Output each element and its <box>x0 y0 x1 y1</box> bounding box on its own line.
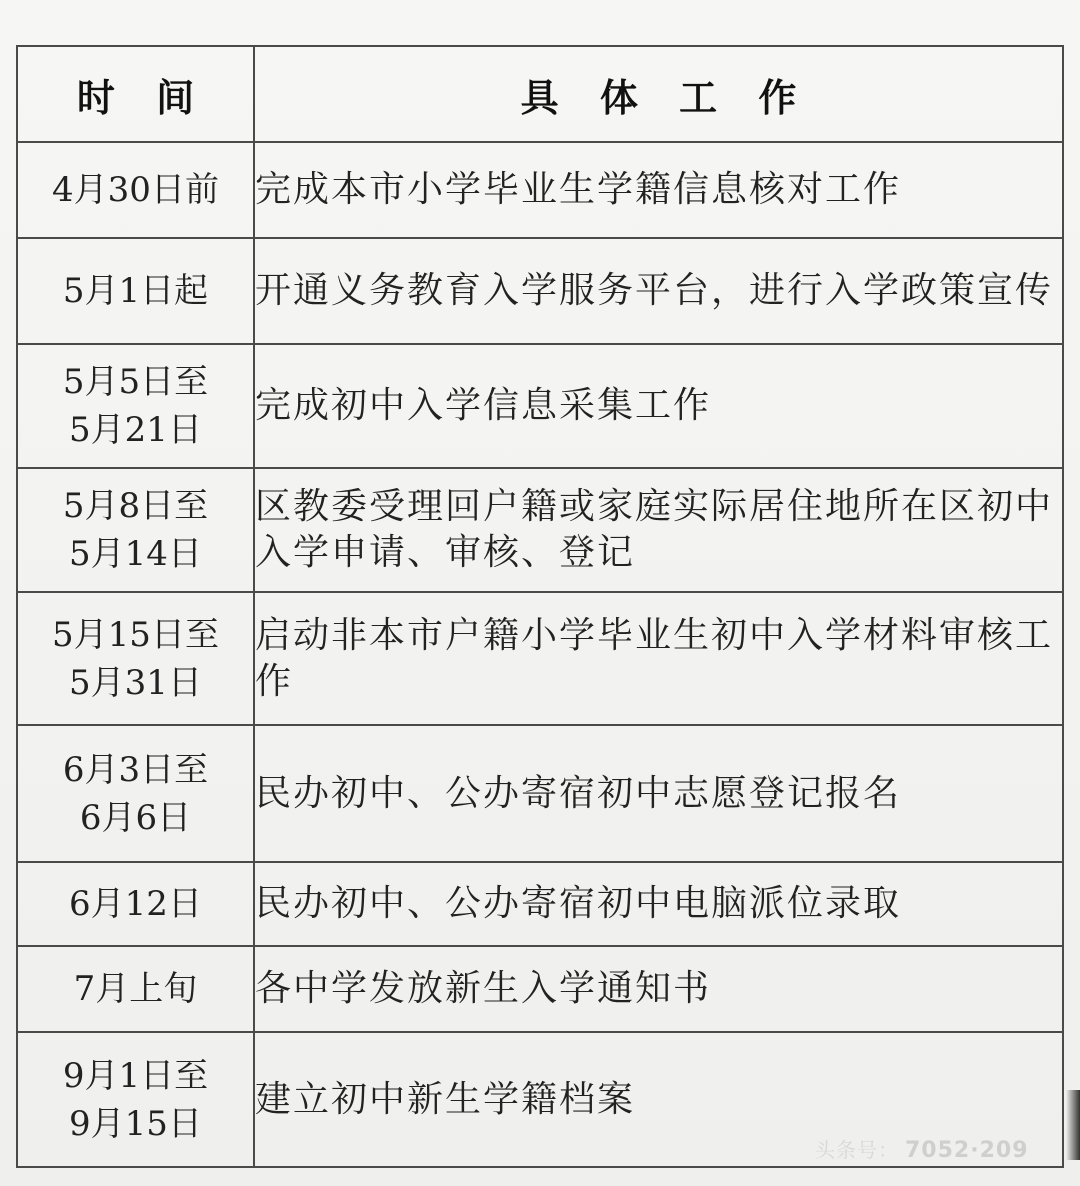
time-line: 5月14日 <box>69 534 202 574</box>
time-cell <box>17 946 254 1032</box>
header-time: 时 间 <box>17 46 254 142</box>
time-line: 5月15日至 <box>52 614 219 655</box>
time-line: 6月3日至 <box>62 749 209 790</box>
time-cell <box>17 1032 254 1167</box>
time-line: 5月5日至 <box>62 362 209 402</box>
time-line: 5月1日起 <box>62 271 209 311</box>
time-line: 4月30日前 <box>52 170 219 210</box>
work-cell: 建立初中新生学籍档案 <box>254 1032 1063 1167</box>
time-cell <box>17 862 254 946</box>
time-cell <box>17 592 254 725</box>
work-cell: 民办初中、公办寄宿初中志愿登记报名 <box>254 725 1063 862</box>
header-work: 具 体 工 作 <box>254 46 1063 142</box>
time-line: 9月1日至 <box>62 1055 209 1096</box>
table-row <box>17 862 1063 946</box>
time-line: 9月15日 <box>69 1103 202 1144</box>
time-line: 7月上旬 <box>73 969 198 1009</box>
table-row <box>17 725 1063 862</box>
work-cell: 民办初中、公办寄宿初中电脑派位录取 <box>254 862 1063 946</box>
time-line: 5月31日 <box>69 662 202 703</box>
table-row <box>17 238 1063 344</box>
time-cell <box>17 725 254 862</box>
time-line: 5月21日 <box>69 410 202 450</box>
work-cell: 完成本市小学毕业生学籍信息核对工作 <box>254 142 1063 238</box>
table-row <box>17 592 1063 725</box>
watermark-number: 7052·209 <box>905 1138 1029 1163</box>
table-row <box>17 946 1063 1032</box>
watermark-label: 头条号： <box>815 1138 899 1162</box>
work-cell: 各中学发放新生入学通知书 <box>254 946 1063 1032</box>
work-cell: 完成初中入学信息采集工作 <box>254 344 1063 468</box>
time-line: 5月8日至 <box>62 486 209 526</box>
time-cell <box>17 238 254 344</box>
edge-shadow <box>1066 1090 1080 1160</box>
work-cell: 开通义务教育入学服务平台，进行入学政策宣传 <box>254 238 1063 344</box>
table-row <box>17 344 1063 468</box>
table-row <box>17 468 1063 592</box>
table-header-row <box>17 46 1063 142</box>
watermark <box>815 1134 1029 1163</box>
schedule-table <box>16 45 1064 1168</box>
work-cell: 区教委受理回户籍或家庭实际居住地所在区初中入学申请、审核、登记 <box>254 468 1063 592</box>
time-cell <box>17 142 254 238</box>
time-line: 6月6日 <box>79 797 192 838</box>
time-cell <box>17 468 254 592</box>
work-cell: 启动非本市户籍小学毕业生初中入学材料审核工作 <box>254 592 1063 725</box>
table-row <box>17 142 1063 238</box>
time-cell <box>17 344 254 468</box>
time-line: 6月12日 <box>69 884 202 924</box>
